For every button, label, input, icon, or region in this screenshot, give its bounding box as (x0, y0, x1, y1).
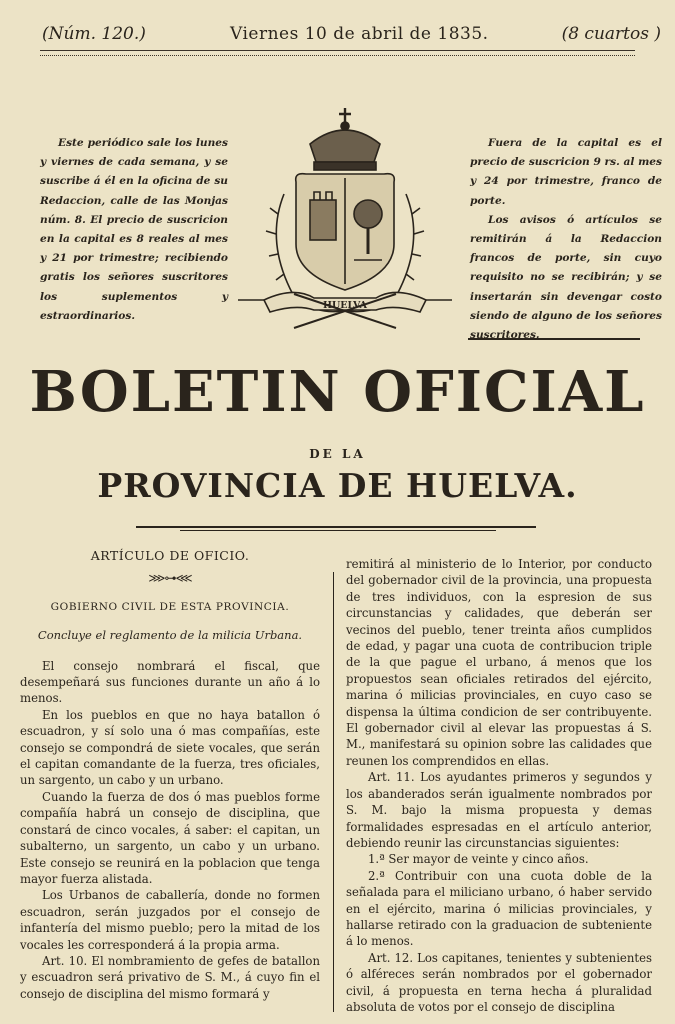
crest-ribbon-text: HUELVA (322, 300, 368, 311)
section-heading: ARTÍCULO DE OFICIO. (90, 548, 250, 563)
issue-number: (Núm. 120.) (42, 24, 146, 44)
title-connector: DE LA (309, 447, 366, 461)
subscription-notice-left (40, 134, 228, 326)
article-paragraph: 1.ª Ser mayor de veinte y cinco años. (368, 852, 589, 867)
title-rule (136, 526, 536, 528)
concluding-note: Concluye el reglamento de la milicia Urbana. (37, 628, 303, 643)
subscription-notice-right (470, 134, 662, 345)
masthead-rule (40, 50, 635, 56)
article-column-right (346, 556, 652, 1015)
coat-of-arms-crest (234, 104, 456, 340)
article-column-left (20, 548, 320, 1002)
article-paragraph: Los Urbanos de caballería, donde no formen escuadron, serán juzgados por el consejo de infantería del mismo pueblo; pero la mitad de los vocales les corresponderá á la propia arma. (20, 888, 320, 952)
title-rule-thin (180, 530, 496, 531)
article-paragraph: Art. 11. Los ayudantes primeros y segundos y los abanderados serán igualmente nombrados por S. M. bajo la misma propuesta y demas formalidades espresadas en el artículo anterior, debiendo reunir las circunstancias siguientes: (346, 770, 652, 850)
article-paragraph: 2.ª Contribuir con una cuota doble de la señalada para el miliciano urbano, ó haber servido en el ejército, marina ó milicias provinciales, y hallarse retirado con la graduacion de subteniente á lo menos. (346, 868, 652, 949)
newspaper-title: BOLETIN OFICIAL (29, 359, 646, 425)
column-divider (333, 572, 334, 1012)
notice-rule (468, 338, 640, 340)
issue-date: Viernes 10 de abril de 1835. (230, 24, 489, 44)
article-paragraph: Art. 12. Los capitanes, tenientes y subtenientes ó alféreces serán nombrados por el gobernador civil, á propuesta en terna hecha á pluralidad absoluta de votos por el consejo de disciplina (346, 950, 652, 1014)
issue-price: (8 cuartos ) (561, 24, 661, 44)
article-paragraph: El consejo nombrará el fiscal, que desempeñará sus funciones durante un año á lo menos. (20, 658, 320, 706)
notice-left-text: Este periódico sale los lunes y viernes de cada semana, y se suscribe á él en la oficina de su Redaccion, calle de las Monjas núm. 8. El precio de suscricion en la capital es 8 reales al mes y 21 por trimestre; recibiendo gratis los señores suscritores los suplementos y estraordinarios. (40, 137, 228, 322)
article-paragraph: remitirá al ministerio de lo Interior, por conducto del gobernador civil de la provincia, una propuesta de tres individuos, con la espresion de sus circunstancias y calidades, que deberán ser vecinos del pueblo, tener treinta años cumplidos de edad, y pagar una cuota de contribucion triple de la que pague el urbano, á menos que los propuestos sean oficiales retirados del ejército, marina ó milicias provinciales, en cuyo caso se dispensa la última condicion de ser contribuyente. El gobernador civil al elevar las propuestas á S. M., manifestará su opinion sobre las calidades que reunen los comprendidos en ellas. (346, 557, 652, 768)
government-heading: GOBIERNO CIVIL DE ESTA PROVINCIA. (50, 600, 290, 613)
province-title: PROVINCIA DE HUELVA. (97, 466, 578, 505)
article-paragraph: Cuando la fuerza de dos ó mas pueblos forme compañía habrá un consejo de disciplina, que constará de cinco vocales, á saber: el capitan, un subalterno, un sargento, un cabo y un urbano. Este consejo se reunirá en la poblacion que tenga mayor fuerza alistada. (20, 789, 320, 886)
notice-right-text-1: Fuera de la capital es el precio de suscricion 9 rs. al mes y 24 por trimestre, franco de porte. (470, 137, 662, 207)
notice-right-text-2: Los avisos ó artículos se remitirán á la Redaccion francos de porte, sin cuyo requisito no se recibirán; y se insertarán sin devengar costo siendo de alguno de los señores suscritores. (470, 213, 662, 342)
article-paragraph: Art. 10. El nombramiento de gefes de batallon y escuadron será privativo de S. M., á cuyo fin el consejo de disciplina del mismo formará y (20, 953, 320, 1001)
ornament-divider: ⋙⊶⋘ (148, 571, 192, 586)
article-paragraph: En los pueblos en que no haya batallon ó escuadron, y sí solo una ó mas compañías, este consejo se compondrá de siete vocales, que serán el capitan comandante de la fuerza, tres oficiales, un sargento, un cabo y un urbano. (20, 707, 320, 788)
